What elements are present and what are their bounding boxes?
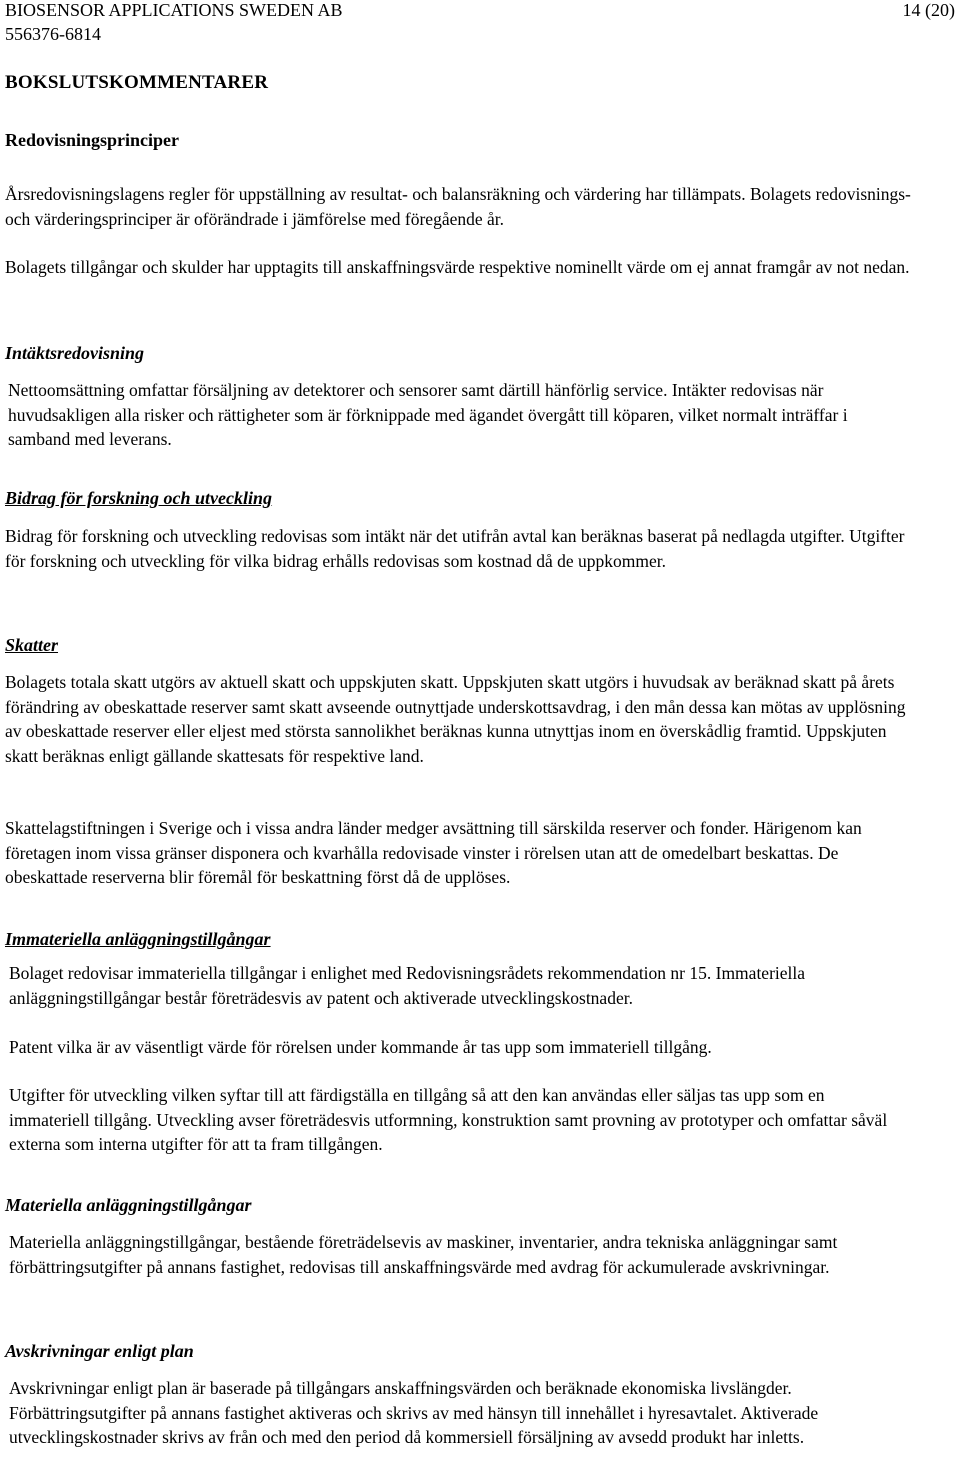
paragraph-materiella: Materiella anläggningstillgångar, bestående företrädelsevis av maskiner, inventarier, andra tekniska anläggningar samt förbättringsutgifter på annans fastighet, redovisas till anskaffningsvärde med avdrag för ackumulerade avskrivningar. [9, 1232, 838, 1277]
heading-redovisningsprinciper: Redovisningsprinciper [5, 130, 180, 150]
paragraph-redovisningsprinciper-2: Bolagets tillgångar och skulder har upptagits till anskaffningsvärde respektive nominellt värde om ej annat framgår av not nedan. [5, 257, 910, 277]
paragraph-bidrag: Bidrag för forskning och utveckling redovisas som intäkt när det utifrån avtal kan beräknas baserat på nedlagda utgifter. Utgifter för forskning och utveckling för vilka bidrag erhålls redovisas som kostnad då de uppkommer. [5, 526, 905, 571]
document-title: BOKSLUTSKOMMENTARER [5, 72, 269, 93]
heading-skatter: Skatter [5, 635, 59, 655]
heading-intaktsredovisning: Intäktsredovisning [5, 343, 145, 363]
paragraph-immateriella-1: Bolaget redovisar immateriella tillgångar i enlighet med Redovisningsrådets rekommendation nr 15. Immateriella anläggningstillgångar består företrädesvis av patent och aktiverade utvecklingskostnader. [9, 963, 806, 1008]
paragraph-intaktsredovisning: Nettoomsättning omfattar försäljning av detektorer och sensorer samt därtill hänförlig service. Intäkter redovisas när huvudsakligen alla risker och rättigheter som är förknippade med ägandet övergått till köparen, vilket normalt inträffar i samband med leverans. [8, 380, 848, 449]
paragraph-skatter-1: Bolagets totala skatt utgörs av aktuell skatt och uppskjuten skatt. Uppskjuten skatt utgörs i huvudsak av beräknad skatt på årets förändring av obeskattade reserver samt skatt avseende outnyttjade underskottsavdrag, i den mån dessa kan mötas av upplösning av obeskattade reserver eller eljest med största sannolikhet beräknas kunna utnyttjas inom en överskådlig framtid. Uppskjuten skatt beräknas enligt gällande skattesats för respektive land. [5, 672, 906, 766]
page-header [5, 0, 955, 46]
company-name: BIOSENSOR APPLICATIONS SWEDEN AB [5, 0, 343, 20]
paragraph-immateriella-2: Patent vilka är av väsentligt värde för rörelsen under kommande år tas upp som immateriell tillgång. [9, 1037, 712, 1057]
org-number: 556376-6814 [5, 24, 101, 44]
heading-materiella: Materiella anläggningstillgångar [5, 1195, 252, 1215]
paragraph-avskrivningar: Avskrivningar enligt plan är baserade på tillgångars anskaffningsvärden och beräknade ekonomiska livslängder. Förbättringsutgifter på annans fastighet aktiveras och skrivs av med hänsyn till innehållet i hyresavtalet. Aktiverade utvecklingskostnader skrivs av från och med den period då kommersiell försäljning av avsedd produkt har inletts. [9, 1378, 819, 1447]
paragraph-redovisningsprinciper-1: Årsredovisningslagens regler för uppställning av resultat- och balansräkning och värdering har tillämpats. Bolagets redovisnings- och värderingsprinciper är oförändrade i jämförelse med föregående år. [5, 184, 911, 229]
heading-avskrivningar: Avskrivningar enligt plan [5, 1341, 194, 1361]
paragraph-immateriella-3: Utgifter för utveckling vilken syftar till att färdigställa en tillgång så att den kan användas eller säljas tas upp som en immateriell tillgång. Utveckling avser företrädesvis utformning, konstruktion samt provning av prototyper och omfattar såväl externa som interna utgifter för att ta fram tillgången. [9, 1085, 888, 1154]
paragraph-skatter-2: Skattelagstiftningen i Sverige och i vissa andra länder medger avsättning till särskilda reserver och fonder. Härigenom kan företagen inom vissa gränser disponera och kvarhålla redovisade vinster i rörelsen utan att de omedelbart beskattas. De obeskattade reserverna blir föremål för beskattning först då de upplöses. [5, 818, 862, 887]
heading-immateriella: Immateriella anläggningstillgångar [5, 929, 271, 949]
page-number: 14 (20) [902, 0, 955, 20]
heading-bidrag: Bidrag för forskning och utveckling [5, 488, 273, 508]
